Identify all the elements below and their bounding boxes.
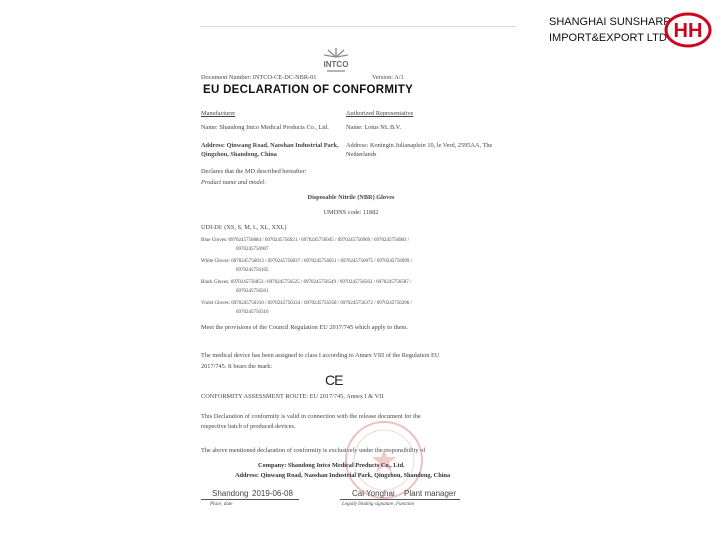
manufacturer-address: Address: Qinwang Road, Naoshan Industrial Park, Qingzhou, Shandong, China [201,142,339,158]
manufacturer-heading: Manufacturer [201,110,236,117]
black-gloves-codes-2: 6970245756501 [236,289,269,294]
company-name [549,14,671,46]
violet-gloves-codes-2: 6970245756316 [236,310,269,315]
intco-logo-icon [314,45,358,75]
udi-di: UDI-DI: (XS, S, M, L, XL, XXL) [201,224,287,231]
product-heading: Product name and model: [201,179,267,186]
header-divider [200,26,516,27]
intco-logo-text: INTCO [323,60,349,69]
signer-name: Cai Yonghai [352,489,395,498]
assessment-route: CONFORMITY ASSESSMENT ROUTE: EU 2017/745, Annex I & VII [201,393,384,400]
signer-position: Plant manager [404,489,457,498]
authorized-heading: Authorized Representative [346,110,414,117]
blue-gloves-codes: Blue Gloves: 6970245756884 / 6970245756921 / 6970245756945 / 6970245756969 / 6970245756983 / [201,238,410,243]
hh-logo-text: HH [673,20,703,42]
doc-number: Document Number: INTCO-CE-DC-NBR-01 [201,74,317,81]
company-line: Company: Shandong Intco Medical Products Co., Ltd. [258,462,405,469]
signature-place: Shandong [212,489,249,498]
company-name-line2: IMPORT&EXPORT LTD [549,32,667,44]
place-date-line [201,499,299,500]
classification-line2: 2017/745. It bears the mark: [201,363,273,370]
blue-gloves-codes-2: 6970245756907 [236,247,269,252]
signature-date: 2019-06-08 [252,489,293,498]
hh-logo-icon [664,12,712,48]
signature-label: Legally binding signature, Function [342,502,415,507]
authorized-address: Address: Koningin Julianaplein 10, le Verd, 2595AA, The Netherlands [346,142,493,158]
responsibility-text: The above mentioned declaration of conformity is exclusively under the responsibility of [201,447,426,454]
umdns-code: UMDNS code: 11882 [323,209,379,216]
company-name-line1: SHANGHAI SUNSHARP [549,16,671,28]
address-line: Address: Qinwang Road, Naoshan Industrial Park, Qingzhou, Shandong, China [235,472,451,479]
manufacturer-name: Name: Shandong Intco Medical Products Co., Ltd. [201,124,329,131]
product-name: Disposable Nitrile (NBR) Gloves [307,194,395,201]
validity-line2: respective batch of produced devices. [201,423,296,430]
authorized-name: Name: Lotus NL B.V. [346,124,402,131]
classification-line1: The medical device has been assigned to class I according to Annex VIII of the Regulation EU [201,352,440,359]
page-title: EU DECLARATION OF CONFORMITY [203,84,414,96]
validity-line1: This Declaration of conformity is valid in connection with the release document for the [201,413,421,420]
violet-gloves-codes: Violet Gloves: 6970245756310 / 6970245756334 / 6970245756358 / 6970245756372 / 6970245756396 / [201,301,412,306]
place-date-label: Place, date [210,502,233,507]
declares-text: Declares that the MD described hereafter: [201,168,307,175]
black-gloves-codes: Black Gloves: 6970245756853 / 6970245756525 / 6970245756549 / 6970245756563 / 6970245756587 / [201,280,412,285]
ce-mark-icon: CE [325,372,343,388]
white-gloves-codes: White Gloves: 6970245756013 / 6970245756037 / 6970245756051 / 6970245756075 / 6970245756099 / [201,259,412,264]
doc-version: Version: A/1 [372,74,404,81]
white-gloves-codes-2: 6970245756105 [236,268,269,273]
meets-provisions: Meet the provisions of the Council Regulation EU 2017/745 which apply to them. [201,324,408,331]
signature-line [340,499,460,500]
